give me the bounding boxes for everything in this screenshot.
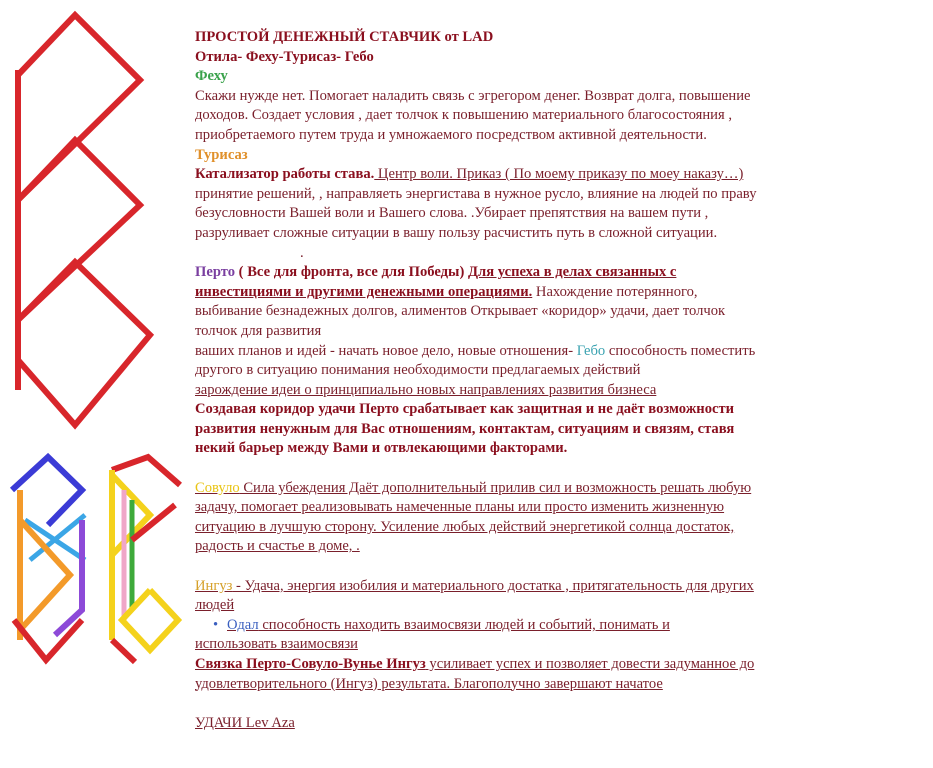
sovulo-line-1 bbox=[195, 479, 920, 499]
perto-line-4: толчок для развития bbox=[195, 322, 322, 339]
main-stave-middle-diamond bbox=[18, 140, 140, 320]
link-bold: Связка Перто-Совуло-Вунье Ингуз bbox=[195, 656, 426, 672]
perto-success: Для успеха в делах связанных с bbox=[467, 264, 677, 281]
fehu-line-1: Скажи нужде нет. Помогает наладить связь с эгрегором денег. Возврат долга, повышение bbox=[195, 87, 751, 104]
sovulo-first: Сила убеждения Даёт дополнительный прилив сил и возможность решать любую bbox=[239, 479, 752, 496]
odal-line-2: использовать взаимосвязи bbox=[195, 636, 358, 653]
link-line-2: удовлетворительного (Ингуз) результата. Благополучно завершают начатое bbox=[195, 675, 663, 692]
sovulo-heading: Совуло bbox=[195, 479, 240, 496]
page-title: ПРОСТОЙ ДЕНЕЖНЫЙ СТАВЧИК от LAD bbox=[195, 29, 494, 45]
right-stave-red-bottom bbox=[112, 640, 135, 662]
fehu-line-2: доходов. Создает условия , дает толчок к повышению материального благосостояния , bbox=[195, 107, 732, 124]
turisaz-line-2: принятие решений, , направляеть энергистава в нужное русло, влияние на людей по праву bbox=[195, 185, 757, 202]
main-stave-top-diamond bbox=[18, 15, 140, 200]
small-stave-left bbox=[12, 457, 85, 660]
perto-bold-line-3: некий барьер между Вами и отвлекающими факторами. bbox=[195, 440, 568, 457]
perto-bold-line-2: развития ненужным для Вас отношениям, контактам, ситуациям и связям, ставя bbox=[195, 420, 735, 437]
small-stave-right bbox=[112, 457, 180, 662]
stave-description bbox=[195, 28, 920, 733]
inguz-line-2: людей bbox=[195, 597, 235, 614]
fehu-heading: Феху bbox=[195, 68, 228, 85]
perto-heading: Перто bbox=[195, 264, 236, 281]
main-red-stave bbox=[18, 15, 150, 425]
turisaz-catalyst: Катализатор работы става. bbox=[195, 166, 375, 183]
odal-line-1 bbox=[195, 616, 920, 636]
turisaz-line-4: разруливает сложные ситуации в вашу пользу расчистить путь в сложной ситуации. bbox=[195, 224, 718, 241]
rune-stave-illustration bbox=[0, 0, 195, 768]
right-stave-red-top bbox=[112, 457, 180, 485]
perto-investments: инвестициями и другими денежными операциями. bbox=[195, 283, 533, 300]
link-line-1 bbox=[195, 655, 920, 675]
perto-line-6: другого в ситуацию понимания необходимости предлагаемых действий bbox=[195, 362, 641, 379]
perto-line-7: зарождение идеи о принципиально новых направлениях развития бизнеса bbox=[195, 381, 657, 398]
turisaz-command: Центр воли. Приказ ( По моему приказу по моеу наказу…) bbox=[374, 166, 744, 183]
turisaz-line-3: безусловности Вашей воли и Вашего слова. .Убирает препятствия на вашем пути , bbox=[195, 205, 709, 222]
odal-heading: Одал bbox=[227, 616, 259, 633]
perto-lost: Нахождение потерянного, bbox=[532, 283, 698, 300]
sovulo-line-2: задачу, помогает реализовывать намеченные планы или просто изменить жизненную bbox=[195, 499, 725, 516]
perto-plans: ваших планов и идей - начать новое дело, новые отношения- bbox=[195, 342, 577, 359]
inguz-first: - Удача, энергия изобилия и материального достатка , притягательность для других bbox=[232, 577, 754, 594]
perto-slogan: ( Все для фронта, все для Победы) bbox=[235, 264, 468, 281]
bullet-icon: • bbox=[213, 616, 219, 633]
sovulo-line-3: ситуацию в лучшую сторону. Усиление любых действий энергетикой солнца достаток, bbox=[195, 518, 735, 535]
perto-line-3: выбивание безнадежных долгов, алиментов Открывает «коридор» удачи, дает толчок bbox=[195, 303, 726, 320]
fehu-line-3: приобретаемого путем труда и умножаемого посредством активной деятельности. bbox=[195, 126, 707, 143]
turisaz-dot: . bbox=[300, 244, 304, 261]
inguz-line-1 bbox=[195, 577, 920, 597]
link-rest: усиливает успех и позволяет довести задуманное до bbox=[425, 656, 755, 672]
turisaz-line-1 bbox=[195, 165, 920, 185]
perto-line-1 bbox=[195, 263, 920, 283]
sovulo-line-4: радость и счастье в доме, . bbox=[195, 538, 360, 555]
perto-bold-line-1: Создавая коридор удачи Перто срабатывает как защитная и не даёт возможности bbox=[195, 401, 735, 418]
perto-line-5 bbox=[195, 342, 920, 362]
gebo-ability: способность поместить bbox=[605, 342, 756, 359]
signature: УДАЧИ Lev Aza bbox=[195, 714, 295, 731]
odal-first: способность находить взаимосвязи людей и событий, понимать и bbox=[258, 616, 670, 633]
main-stave-bottom-diamond bbox=[18, 262, 150, 425]
turisaz-heading: Турисаз bbox=[195, 146, 248, 163]
gebo-heading: Гебо bbox=[576, 342, 606, 359]
page-subtitle: Отила- Феху-Турисаз- Гебо bbox=[195, 48, 374, 65]
right-stave-red-mid bbox=[132, 505, 175, 540]
perto-line-2 bbox=[195, 283, 920, 303]
inguz-heading: Ингуз bbox=[195, 577, 233, 594]
